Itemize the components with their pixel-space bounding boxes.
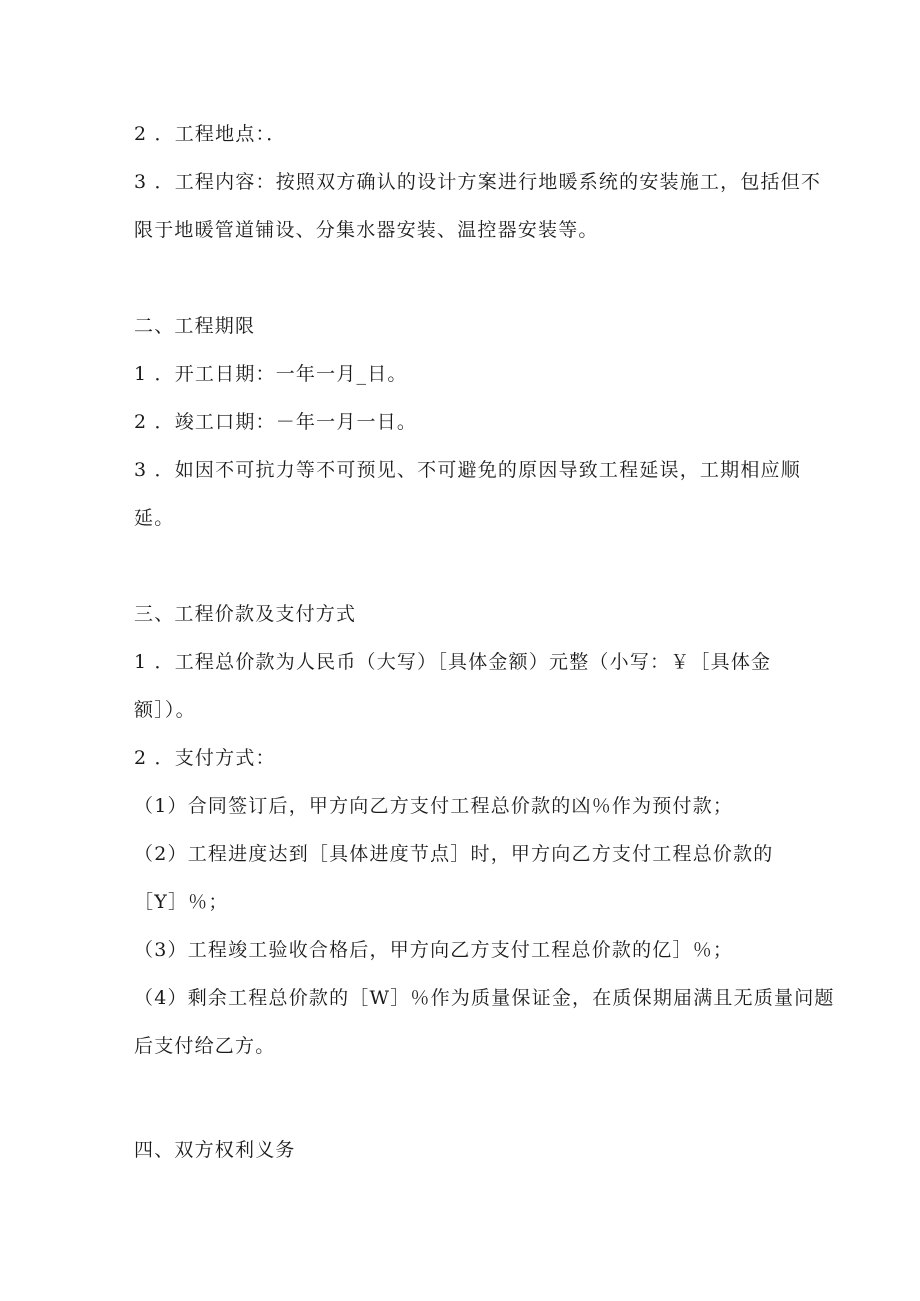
section-heading-rights-obligations: 四、双方权利义务 <box>134 1139 296 1161</box>
payment-clause-2: （2）工程进度达到［具体进度节点］时，甲方向乙方支付工程总价款的 <box>134 843 774 865</box>
item-total-price-continued: 额］）。 <box>134 699 196 721</box>
payment-clause-4: （4）剩余工程总价款的［W］％作为质量保证金，在质保期届满且无质量问题 <box>134 987 835 1009</box>
item-completion-date: 2 ．竣工口期：－年一月一日。 <box>134 411 418 433</box>
item-project-content-continued: 限于地暖管道铺设、分集水器安装、温控器安装等。 <box>134 219 599 241</box>
payment-clause-1: （1）合同签订后，甲方向乙方支付工程总价款的凶％作为预付款； <box>134 795 734 817</box>
item-total-price: 1 ．工程总价款为人民币（大写）［具体金额）元整（小写：￥［具体金 <box>134 651 772 673</box>
section-heading-project-period: 二、工程期限 <box>134 315 256 337</box>
payment-clause-3: （3）工程竣工验收合格后，甲方向乙方支付工程总价款的亿］％； <box>134 939 734 961</box>
item-force-majeure-continued: 延。 <box>134 507 175 529</box>
item-payment-method: 2 ．支付方式： <box>134 747 276 769</box>
item-project-location: 2 ．工程地点：． <box>134 123 287 145</box>
item-start-date: 1 ．开工日期：一年一月_日。 <box>134 363 408 385</box>
payment-clause-2-continued: ［Y］％； <box>134 891 229 913</box>
item-force-majeure: 3 ．如因不可抗力等不可预见、不可避免的原因导致工程延误，工期相应顺 <box>134 459 801 481</box>
payment-clause-4-continued: 后支付给乙方。 <box>134 1035 276 1057</box>
item-project-content: 3 ．工程内容：按照双方确认的设计方案进行地暖系统的安装施工，包括但不 <box>134 171 822 193</box>
section-heading-price-payment: 三、工程价款及支付方式 <box>134 603 357 625</box>
